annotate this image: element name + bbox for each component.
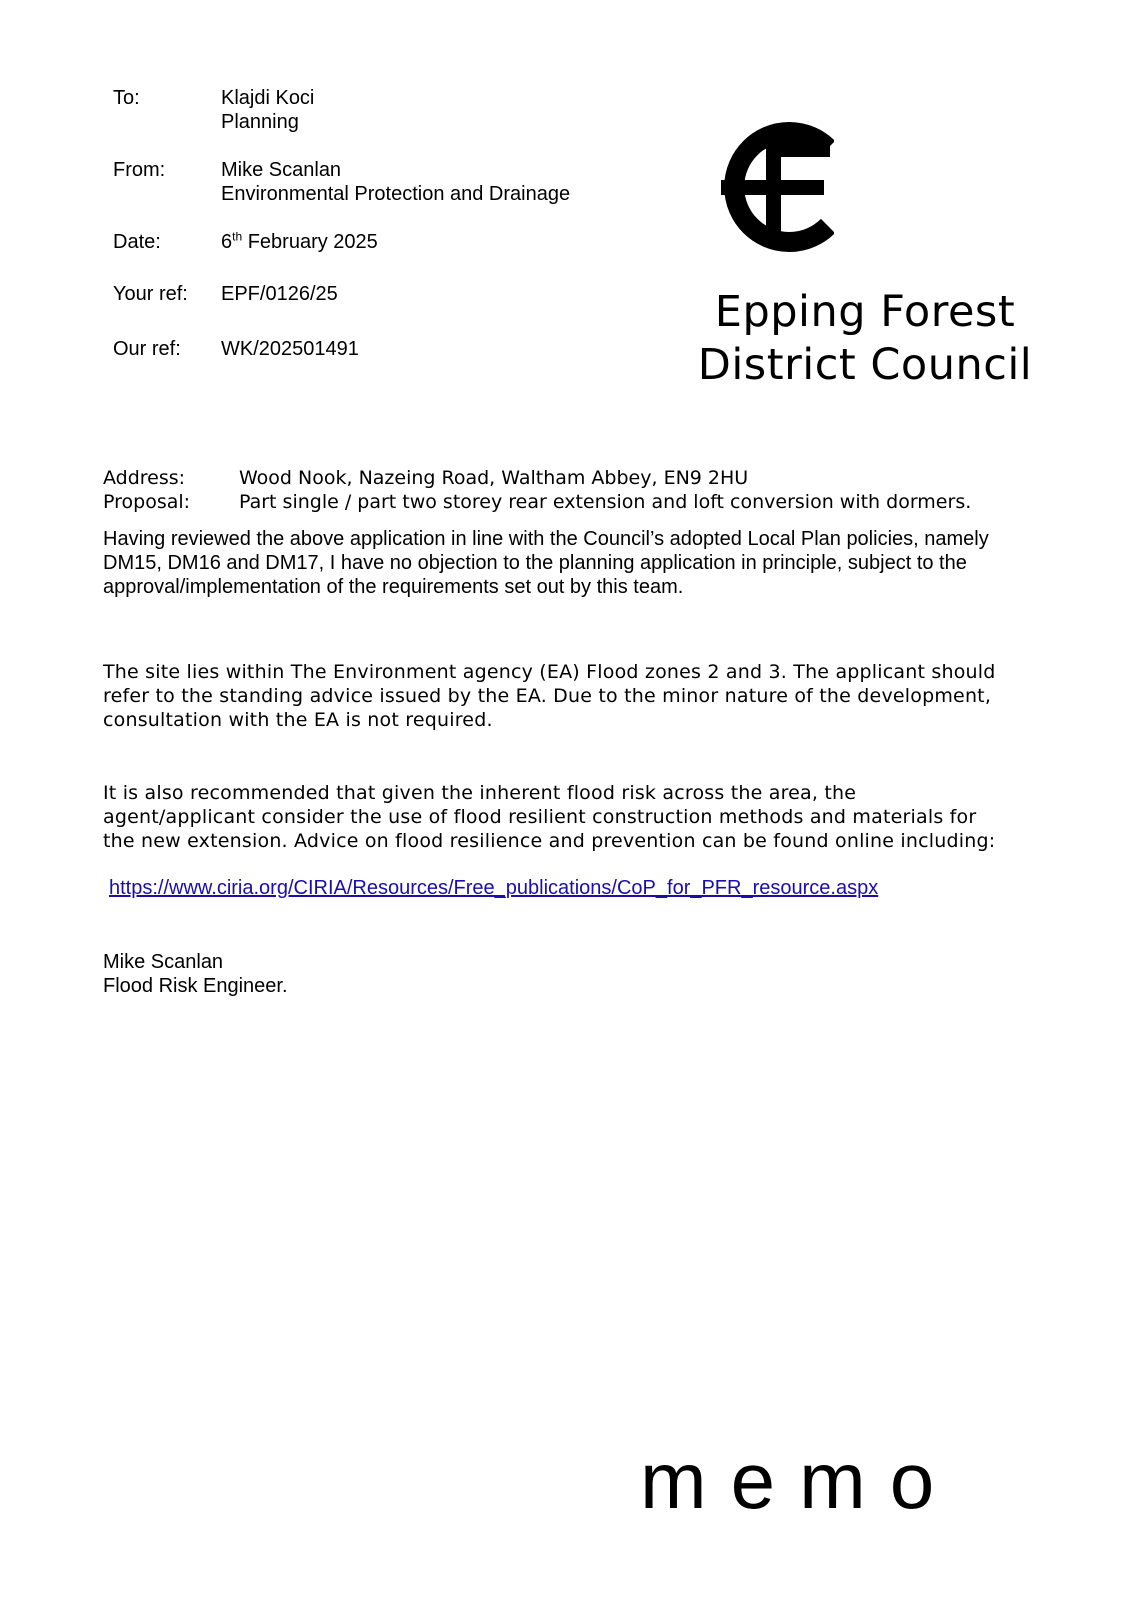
proposal-row <box>103 490 972 514</box>
from-label: From: <box>113 159 166 181</box>
memo-footer: memo <box>640 1436 959 1525</box>
to-label: To: <box>113 87 140 109</box>
paragraph-resilience: It is also recommended that given the inherent flood risk across the area, the agent/applicant consider the use of flood resilient construction methods and materials for the new extension. Advice on flood resilience and prevention can be found online including: <box>103 782 996 852</box>
council-logo-icon <box>716 118 834 256</box>
signature-name: Mike Scanlan <box>103 951 224 973</box>
proposal-label: Proposal: <box>103 491 191 513</box>
address-row <box>103 466 749 490</box>
to-value <box>221 86 314 134</box>
paragraph-policy: Having reviewed the above application in line with the Council’s adopted Local Plan policies, namely DM15, DM16 and DM17, I have no objection to the planning application in principle, subject to the approval/implementation of the requirements set out by this team. <box>103 528 989 598</box>
ciria-resource-link[interactable]: https://www.ciria.org/CIRIA/Resources/Free_publications/CoP_for_PFR_resource.aspx <box>109 877 879 899</box>
paragraph-flood-zones: The site lies within The Environment agency (EA) Flood zones 2 and 3. The applicant should refer to the standing advice issued by the EA. Due to the minor nature of the development, consultation with the EA is not required. <box>103 661 996 731</box>
signature <box>103 950 288 998</box>
proposal-value: Part single / part two storey rear extension and loft conversion with dormers. <box>239 491 972 513</box>
address-value: Wood Nook, Nazeing Road, Waltham Abbey, EN9 2HU <box>239 467 749 489</box>
your-ref-label: Your ref: <box>113 283 188 305</box>
council-name-line2: District Council <box>697 340 1033 390</box>
council-name-line1: Epping Forest <box>714 287 1016 337</box>
from-dept: Environmental Protection and Drainage <box>221 183 571 205</box>
date-suffix: th <box>232 229 243 244</box>
date-label: Date: <box>113 231 161 253</box>
to-dept: Planning <box>221 111 299 133</box>
date-day: 6 <box>221 231 233 253</box>
signature-title: Flood Risk Engineer. <box>103 975 288 997</box>
our-ref-label: Our ref: <box>113 338 181 360</box>
your-ref-value: EPF/0126/25 <box>221 283 338 305</box>
council-name <box>690 286 1040 392</box>
our-ref-value: WK/202501491 <box>221 338 359 360</box>
from-value <box>221 158 570 206</box>
to-name: Klajdi Koci <box>221 87 315 109</box>
address-label: Address: <box>103 467 186 489</box>
date-value <box>221 230 378 254</box>
from-name: Mike Scanlan <box>221 159 342 181</box>
date-rest: February 2025 <box>242 231 378 253</box>
